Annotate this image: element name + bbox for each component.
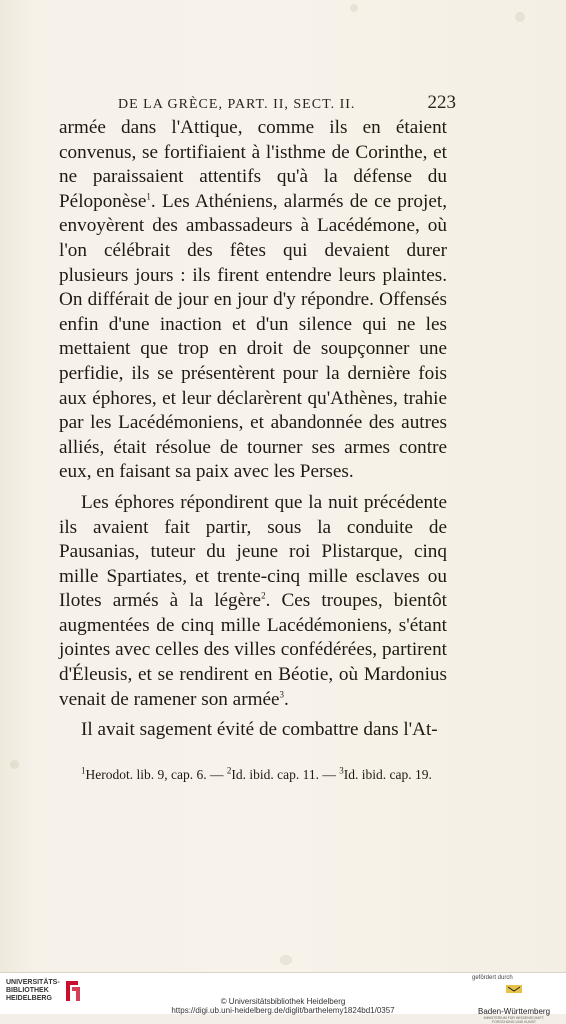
copyright-text: © Universitätsbibliothek Heidelberg: [220, 997, 346, 1006]
paper-stain: [10, 760, 19, 769]
running-title: DE LA GRÈCE, PART. II, SECT. II.: [118, 97, 356, 112]
paragraph: armée dans l'Attique, comme ils en étaient convenus, se fortifiaient à l'isthme de Corinthe, et ne paraissaient attentifs qu'à la défense du Péloponèse$^1$. Les Athéniens, alarmés de ce projet, envoyèrent des ambassadeurs à Lacédémone, où l'on célébrait des fêtes qui devaient durer plusieurs jours : ils firent entendre leurs plaintes. On différait de jour en jour d'y répondre. Offensés enfin d'une inaction et d'un silence qui ne les mettaient que trop en droit de soupçonner une perfidie, ils se présentèrent pour la dernière fois aux éphores, et leur déclarèrent qu'Athènes, trahie par les Lacédémoniens, et abandonnée des autres alliés, était résolue de tourner ses armes contre eux, en faisant sa paix avec les Perses.: [59, 117, 447, 483]
running-header: [118, 92, 456, 114]
ub-heidelberg-logo[interactable]: UNIVERSITÄTS- BIBLIOTHEK HEIDELBERG: [6, 979, 82, 1003]
note-ref: 3: [279, 689, 285, 700]
digitization-footer: [0, 972, 566, 1024]
footnotes: $^1$Herodot. lib. 9, cap. 6. — $^2$Id. ibid. cap. 11. — $^3$Id. ibid. cap. 19.: [81, 765, 432, 782]
paragraph: Il avait sagement évité de combattre dans l'At-: [81, 719, 438, 741]
paragraph: Les éphores répondirent que la nuit précédente ils avaient fait partir, sous la conduite de Pausanias, tuteur du jeune roi Plistarque, cinq mille Spartiates, et trente-cinq mille esclaves ou Ilotes armés à la légère$^2$. Ces troupes, bientôt augmentées de cinq mille Lacédémoniens, s'étant jointes avec celles des villes confédérées, partirent d'Éleusis, et se rendirent en Béotie, où Mardonius venait de ramener son armée$^3$.: [59, 491, 448, 710]
paper-stain: [515, 12, 525, 22]
permalink[interactable]: https://digi.ub.uni-heidelberg.de/diglit/barthelemy1824bd1/0357: [171, 1006, 395, 1015]
note-ref: 1: [146, 191, 151, 202]
page-number: 223: [427, 92, 456, 113]
funder-logo[interactable]: gefördert durch Baden-Württemberg MINISTERIUM FÜR WISSENSCHAFT, FORSCHUNG UND KUNST: [472, 975, 551, 1024]
note-ref: 2: [261, 590, 266, 601]
crest-icon: [504, 984, 524, 994]
paper-stain: [280, 955, 292, 965]
main-text: [59, 116, 447, 743]
paper-stain: [350, 4, 358, 12]
